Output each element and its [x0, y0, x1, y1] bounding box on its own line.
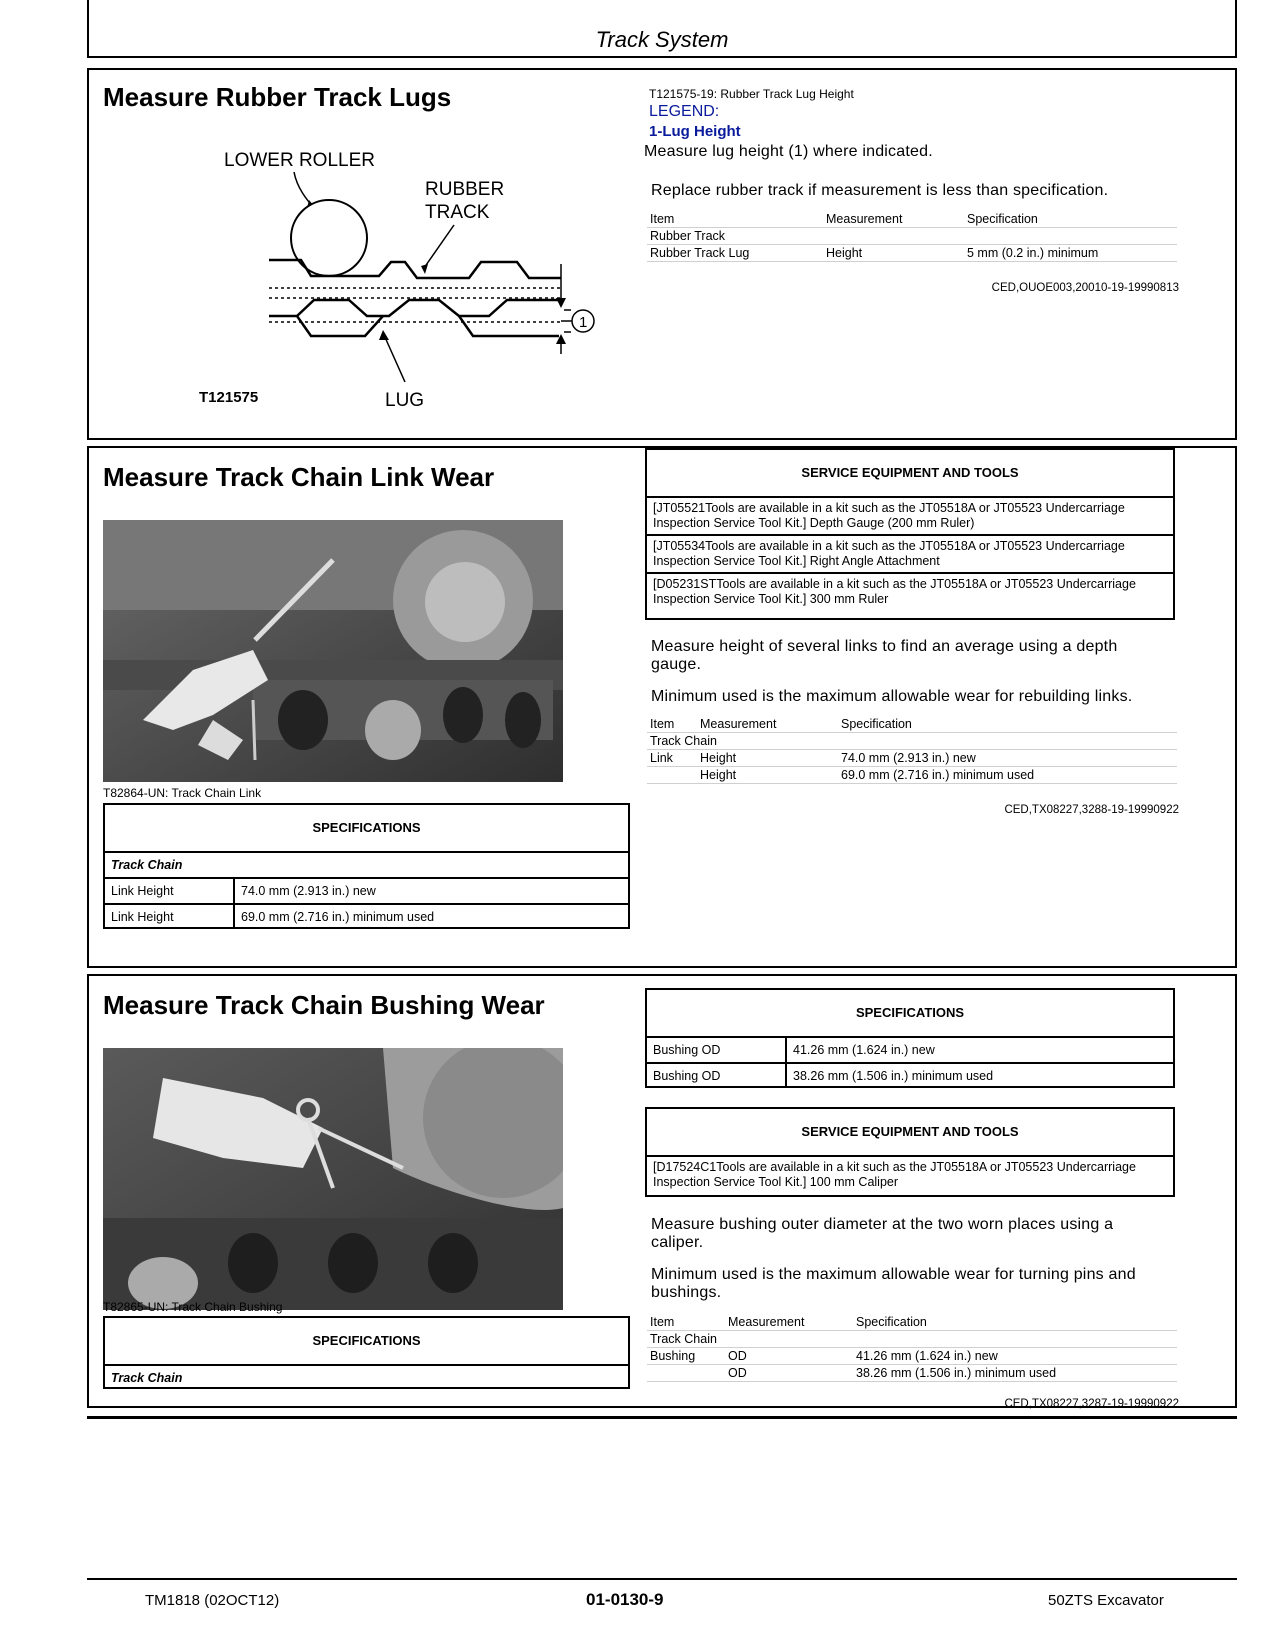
box-title: SPECIFICATIONS: [312, 820, 421, 835]
tool-row: [JT05534Tools are available in a kit such as the JT05518A or JT05523 Undercarriage Inspection Service Tool Kit.] Right Angle Attachment: [647, 534, 1173, 572]
photo-caption: T82864-UN: Track Chain Link: [103, 786, 262, 800]
section-track-chain-bushing-wear: [87, 974, 1237, 1408]
photo-caption: T82865-UN: Track Chain Bushing: [103, 1300, 283, 1314]
table-row: Rubber Track Lug Height 5 mm (0.2 in.) minimum: [647, 245, 1177, 262]
label-track: TRACK: [425, 202, 490, 223]
table-header: Specification: [838, 716, 1177, 733]
section-rubber-track-lugs: [87, 68, 1237, 440]
page-header: [87, 0, 1237, 58]
spec-row: Bushing OD 38.26 mm (1.506 in.) minimum used: [647, 1062, 1173, 1088]
table-row: Bushing OD 41.26 mm (1.624 in.) new: [647, 1348, 1177, 1365]
box-title: SERVICE EQUIPMENT AND TOOLS: [801, 1124, 1019, 1139]
table-row: OD 38.26 mm (1.506 in.) minimum used: [647, 1365, 1177, 1382]
table-header: Specification: [964, 211, 1177, 228]
specifications-box: [103, 803, 630, 929]
lug-height-diagram: [169, 140, 629, 440]
table-header: Item: [647, 1314, 725, 1331]
track-chain-link-photo: [103, 520, 563, 782]
spec-group: Track Chain: [105, 1364, 628, 1390]
page-title: Track System: [595, 27, 729, 52]
instruction-text: Minimum used is the maximum allowable wear for turning pins and bushings.: [651, 1266, 1136, 1301]
tool-row: [JT05521Tools are available in a kit such as the JT05518A or JT05523 Undercarriage Inspection Service Tool Kit.] Depth Gauge (200 mm Ruler): [647, 496, 1173, 534]
instruction-text: Measure height of several links to find an average using a depth gauge.: [651, 638, 1118, 673]
callout-number: 1: [579, 314, 588, 331]
table-row: Link Height 74.0 mm (2.913 in.) new: [647, 750, 1177, 767]
footer-page-number: 01-0130-9: [586, 1590, 664, 1609]
section-track-chain-link-wear: [87, 446, 1237, 968]
spec-row: Link Height 69.0 mm (2.716 in.) minimum used: [105, 903, 628, 929]
service-tools-box: [645, 448, 1175, 620]
document-id: CED,OUOE003,20010-19-19990813: [991, 282, 1179, 294]
box-title: SPECIFICATIONS: [312, 1333, 421, 1348]
section-end-rule: [87, 1416, 1237, 1419]
legend-title: LEGEND:: [649, 103, 720, 120]
table-row: Track Chain: [647, 733, 1177, 750]
document-id: CED,TX08227,3287-19-19990922: [1004, 1398, 1179, 1410]
table-row: Height 69.0 mm (2.716 in.) minimum used: [647, 767, 1177, 784]
table-row: Rubber Track: [647, 228, 1177, 245]
track-chain-bushing-photo: [103, 1048, 563, 1310]
table-header: Item: [647, 716, 697, 733]
label-rubber: RUBBER: [425, 179, 505, 200]
section-title: Measure Track Chain Bushing Wear: [103, 990, 545, 1020]
box-title: SPECIFICATIONS: [855, 1005, 965, 1020]
spec-row: Link Height 74.0 mm (2.913 in.) new: [105, 877, 628, 903]
spec-table: [647, 1314, 1177, 1382]
spec-group: Track Chain: [105, 851, 628, 877]
spec-table: [647, 211, 1177, 262]
service-tools-box: [645, 1107, 1175, 1197]
footer-manual-id: TM1818 (02OCT12): [145, 1592, 280, 1609]
section-title: Measure Rubber Track Lugs: [103, 82, 452, 112]
table-header: Measurement: [823, 211, 964, 228]
spec-table: [647, 716, 1177, 784]
section-title: Measure Track Chain Link Wear: [103, 462, 495, 492]
tool-row: [D05231STTools are available in a kit such as the JT05518A or JT05523 Undercarriage Inspection Service Tool Kit.] 300 mm Ruler: [647, 572, 1173, 610]
table-row: Track Chain: [647, 1331, 1177, 1348]
specifications-box: [103, 1316, 630, 1389]
instruction-text: Replace rubber track if measurement is less than specification.: [651, 182, 1109, 199]
label-lug: LUG: [385, 390, 425, 411]
footer-rule: [87, 1578, 1237, 1580]
footer-machine-model: 50ZTS Excavator: [1048, 1592, 1164, 1609]
table-header: Measurement: [725, 1314, 853, 1331]
instruction-text: Minimum used is the maximum allowable wear for rebuilding links.: [651, 688, 1133, 705]
label-lower-roller: LOWER ROLLER: [224, 150, 375, 171]
box-title: SERVICE EQUIPMENT AND TOOLS: [801, 465, 1019, 480]
figure-id: T121575: [199, 389, 259, 406]
table-header: Measurement: [697, 716, 838, 733]
figure-caption: T121575-19: Rubber Track Lug Height: [649, 87, 854, 101]
legend-item: 1-Lug Height: [649, 123, 741, 140]
instruction-text: Measure lug height (1) where indicated.: [644, 143, 933, 160]
table-header: Specification: [853, 1314, 1177, 1331]
tool-row: [D17524C1Tools are available in a kit such as the JT05518A or JT05523 Undercarriage Inspection Service Tool Kit.] 100 mm Caliper: [647, 1155, 1173, 1193]
document-id: CED,TX08227,3288-19-19990922: [1004, 804, 1179, 816]
spec-row: Bushing OD 41.26 mm (1.624 in.) new: [647, 1036, 1173, 1062]
specifications-box: [645, 988, 1175, 1088]
table-header: Item: [647, 211, 823, 228]
instruction-text: Measure bushing outer diameter at the two worn places using a caliper.: [651, 1216, 1114, 1251]
